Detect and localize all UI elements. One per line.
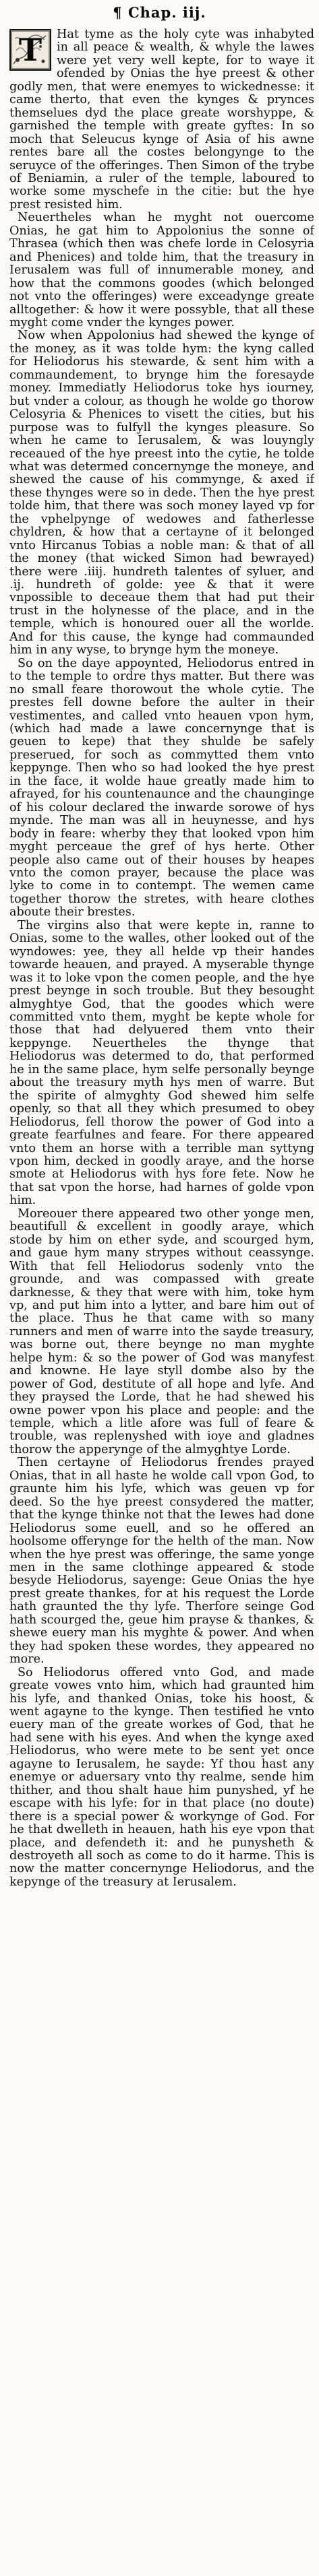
text-column [9, 28, 314, 2571]
paragraph-1-text: Hat tyme as the holy cyte was inhabyted in all peace & wealth, & whyle the lawes were yet very well kepte, for to waye it ofended by Onias the hye preest & other godly men, that were enemyes to wickednesse: it came therto, that even the kynges & prynces themselues dyd the place greate worshyppe, & garnished the temple with greate gyftes: In so moch that Seleucus kynge of Asia of his awne rentes bare all the costes belongynge to the seruyce of the offeringes. Then Simon of the trybe of Beniamin, a ruler of the temple, laboured to worke some myschefe in the citie: but the hye prest resisted him. [9, 28, 314, 212]
paragraph-4: So on the daye appoynted, Heliodorus entred in to the temple to ordre thys matter. But there was no small feare thorowout the whole cytie. The prestes fell downe before the aulter in their vestimentes, and called vnto heauen vpon hym, (which had made a lawe concernynge that is geuen to kepe) that they shulde be safely preserued, for soch as commytted them vnto keppynge. Then who so had looked the hye prest in the face, it wolde haue greatly made him to afrayed, for his countenaunce and the chaunginge of his colour declared the inwarde sorowe of hys mynde. The man was all in heuynesse, and hys body in feare: wherby they that looked vpon him myght perceaue the gref of hys herte. Other people also came out of their houses by heapes vnto the comon prayer, because the place was lyke to come in to contempt. The wemen came together thorow the stretes, with heare clothes aboute their brestes. [9, 656, 314, 920]
paragraph-3: Now when Appolonius had shewed the kynge of the money, as it was tolde hym: the kyng called for Heliodorus his stewarde, & sent him with a commaundement, to brynge him the foresayde money. Immediatly Heliodorus toke hys iourney, but vnder a colour, as though he wolde go thorow Celosyria & Phenices to visett the cities, but his purpose was to fulfyll the kynges pleasure. So when he came to Ierusalem, & was louyngly receaued of the hye preest into the cytie, he tolde what was determed concernynge the moneye, and shewed the cause of his commynge, & axed if these thynges were so in dede. Then the hye prest tolde him, that there was soch money layed vp for the vphelpynge of wedowes and fatherlesse chyldren, & how that a certayne of it belonged vnto Hircanus Tobias a noble man: & that of all the money (that wicked Simon had bewrayed) there were .iiij. hundreth talentes of syluer, and .ij. hundreth of golde: yee & that it were vnpossible to deceaue them that had put their trust in the holynesse of the place, and in the temple, which is honoured ouer all the worlde. And for this cause, the kynge had commaunded him in any wyse, to brynge hym the moneye. [9, 329, 314, 657]
chapter-heading: ¶ Chap. iij. [113, 4, 206, 21]
paragraph-7: Then certayne of Heliodorus frendes prayed Onias, that in all haste he wolde call vpon God, to graunte him his lyfe, which was geuen vp for deed. So the hye preest consydered the matter, that the kynge thinke not that the Iewes had done Heliodorus some euell, and so he offered an hoolsome offerynge for the helth of the man. Now when the hye prest was offeringe, the same yonge men in the same clothinge appeared & stode besyde Heliodorus, sayenge: Geue Onias the hye prest greate thankes, for at his request the Lorde hath graunted the thy lyfe. Therfore seinge God hath scourged the, geue him prayse & thankes, & shewe euery man his myghte & power. And when they had spoken these wordes, they appeared no more. [9, 1456, 314, 1667]
paragraph-1 [9, 28, 314, 212]
paragraph-8: So Heliodorus offered vnto God, and made greate vowes vnto him, which had graunted him his lyfe, and thanked Onias, toke his hoost, & went agayne to the kynge. Then testified he vnto euery man of the greate workes of God, that he had sene with his eyes. And when the kynge axed Heliodorus, who were mete to be sent yet once agayne to Ierusalem, he sayde: Yf thou hast any enemye or aduersary vnto thy realme, sende him thither, and thou shalt haue him punyshed, yf he escape with his lyfe: for in that place (no doute) there is a special power & workynge of God. For he that dwelleth in heauen, hath his eye vpon that place, and defendeth it: and he punysheth & destroyeth all soch as come to do it harme. This is now the matter concernynge Heliodorus, and the kepynge of the treasury at Ierusalem. [9, 1665, 314, 1889]
paragraph-5: The virgins also that were kepte in, ranne to Onias, some to the walles, other looked out of the wyndowes: yee, they all helde vp their handes towarde heauen, and prayed. A myserable thynge was it to loke vpon the comen people, and the hye prest beynge in soch trouble. But they besought almyghtye God, that the goodes which were committed vnto them, myght be kepte whole for those that had delyuered them vnto their keppynge. Neuertheles the thynge that Heliodorus was determed to do, that performed he in the same place, hym selfe personally beynge about the treasury myth hys men of warre. But the spirite of almyghty God shewed him selfe openly, so that all they which presumed to obey Heliodorus, fell thorow the power of God into a greate fearfulnes and feare. For there appeared vnto them an horse with a terrible man syttyng vpon him, decked in goodly araye, and the horse smote at Heliodorus with hys fore fete. Now he that sat vpon the horse, had harnes of golde vpon him. [9, 918, 314, 1208]
paragraph-6: Moreouer there appeared two other yonge men, beautifull & excellent in goodly araye, which stode by him on ether syde, and scourged hym, and gaue hym many strypes without ceassynge. With that fell Heliodorus sodenly vnto the grounde, and was compassed with greate darknesse, & they that were with him, toke hym vp, and put him into a lytter, and bare him out of the place. Thus he that came with so many runners and men of warre into the sayde treasury, was borne out, there beynge no man myghte helpe hym: & so the power of God was manyfest and knowne. He laye styll dombe also by the power of God, destitute of all hope and lyfe. And they praysed the Lorde, that he had shewed his owne power vpon his place and people: and the temple, which a litle afore was full of feare & trouble, was replenyshed with ioye and gladnes thorow the apperynge of the almyghtye Lorde. [9, 1206, 314, 1456]
paragraph-2: Neuertheles whan he myght not ouercome Onias, he gat him to Appolonius the sonne of Thrasea (which then was chefe lorde in Celosyria and Phenices) and tolde him, that the treasury in Ierusalem was full of innumerable money, and how that the commons goodes (which belonged not vnto the offeringes) were exceadynge greate alltogether: & how it were possyble, that all these myght come vnder the kynges power. [9, 211, 314, 329]
decorated-initial [9, 29, 51, 71]
initial-letter: T [18, 32, 42, 68]
